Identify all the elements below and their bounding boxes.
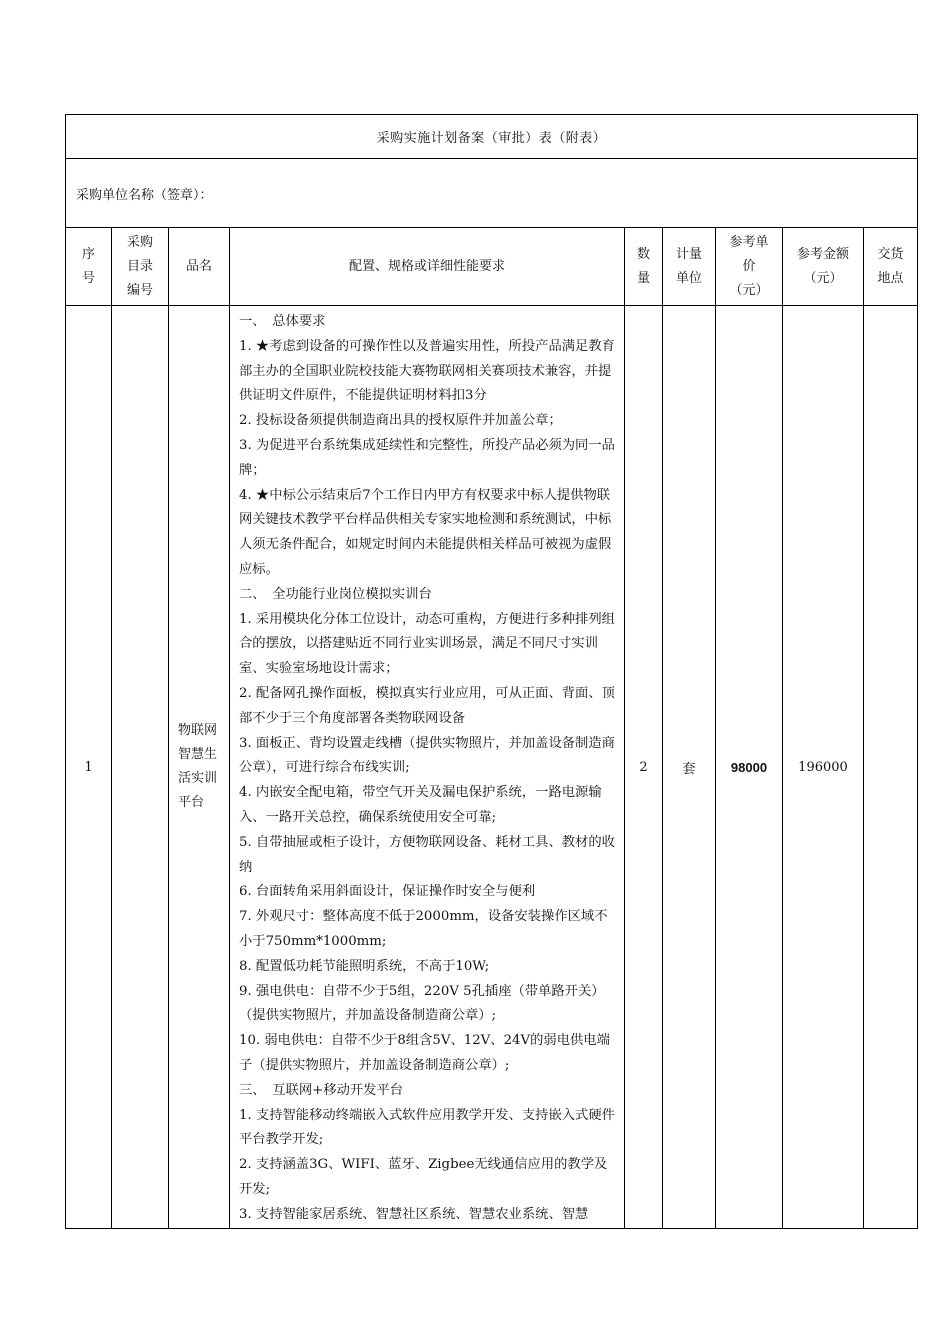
table-header-row (66, 228, 918, 306)
spec-line: 1. ★考虑到设备的可操作性以及普遍实用性，所投产品满足教育部主办的全国职业院校技能大赛物联网相关赛项技术兼容，并提供证明文件原件，不能提供证明材料扣3分 (239, 338, 615, 404)
spec-line: 一、 总体要求 (239, 314, 326, 329)
procurement-form (65, 114, 917, 1229)
row-amount: 196000 (783, 306, 864, 1229)
header-spec: 配置、规格或详细性能要求 (230, 228, 625, 306)
spec-line: 2. 支持涵盖3G、WIFI、蓝牙、Zigbee无线通信应用的教学及开发; (239, 1157, 608, 1197)
spec-line: 1. 支持智能移动终端嵌入式软件应用教学开发、支持嵌入式硬件平台教学开发; (239, 1107, 615, 1148)
header-amount: 参考金额（元） (783, 228, 864, 306)
row-seq: 1 (66, 306, 112, 1229)
spec-line: 4. ★中标公示结束后7个工作日内甲方有权要求中标人提供物联网关键技术教学平台样品供相关专家实地检测和系统测试，中标人须无条件配合，如规定时间内未能提供相关样品可被视为虚假应标。 (239, 487, 612, 577)
header-seq: 序号 (66, 228, 112, 306)
header-catalog: 采购目录编号 (112, 228, 169, 306)
row-catalog (112, 306, 169, 1229)
spec-line: 3. 支持智能家居系统、智慧社区系统、智慧农业系统、智慧 (239, 1206, 589, 1222)
spec-line: 4. 内嵌安全配电箱，带空气开关及漏电保护系统，一路电源输入、一路开关总控，确保系统使用安全可靠; (239, 785, 602, 825)
row-place (864, 306, 918, 1229)
spec-line: 3. 为促进平台系统集成延续性和完整性，所投产品必须为同一品牌； (239, 437, 615, 478)
header-qty: 数量 (625, 228, 663, 306)
spec-line: 9. 强电供电：自带不少于5组，220V 5孔插座（带单路开关）（提供实物照片，并加盖设备制造商公章）; (239, 983, 605, 1024)
table-row (66, 306, 918, 1229)
row-price: 98000 (716, 306, 783, 1229)
spec-line: 三、 互联网+移动开发平台 (239, 1082, 404, 1098)
spec-line: 2. 配备网孔操作面板，模拟真实行业应用，可从正面、背面、顶部不少于三个角度部署各类物联网设备 (239, 685, 615, 726)
spec-line: 8. 配置低功耗节能照明系统，不高于10W; (239, 958, 490, 974)
row-name: 物联网智慧生活实训平台 (169, 306, 230, 1229)
row-qty: 2 (625, 306, 663, 1229)
purchasing-unit-label: 采购单位名称（签章）： (66, 159, 918, 228)
spec-line: 10. 弱电供电：自带不少于8组含5V、12V、24V的弱电供电端子（提供实物照片，并加盖设备制造商公章）; (239, 1033, 610, 1073)
spec-line: 3. 面板正、背均设置走线槽（提供实物照片，并加盖设备制造商公章），可进行综合布线实训; (239, 735, 615, 776)
spec-line: 6. 台面转角采用斜面设计，保证操作时安全与便利 (239, 884, 536, 900)
header-name: 品名 (169, 228, 230, 306)
row-unit: 套 (663, 306, 716, 1229)
header-unit: 计量单位 (663, 228, 716, 306)
row-spec (230, 306, 625, 1229)
header-place: 交货地点 (864, 228, 918, 306)
spec-line: 5. 自带抽屉或柜子设计，方便物联网设备、耗材工具、教材的收纳 (239, 834, 615, 875)
spec-line: 1. 采用模块化分体工位设计，动态可重构，方便进行多种排列组合的摆放，以搭建贴近不同行业实训场景，满足不同尺寸实训室、实验室场地设计需求； (239, 611, 615, 677)
spec-line: 二、 全功能行业岗位模拟实训台 (239, 586, 432, 602)
form-title: 采购实施计划备案（审批）表（附表） (66, 115, 918, 159)
header-price: 参考单价（元） (716, 228, 783, 306)
spec-line: 2. 投标设备须提供制造商出具的授权原件并加盖公章； (239, 413, 562, 429)
spec-list (239, 310, 616, 1222)
spec-line: 7. 外观尺寸：整体高度不低于2000mm，设备安装操作区域不小于750mm*1000mm; (239, 909, 608, 949)
procurement-table (65, 114, 918, 1229)
